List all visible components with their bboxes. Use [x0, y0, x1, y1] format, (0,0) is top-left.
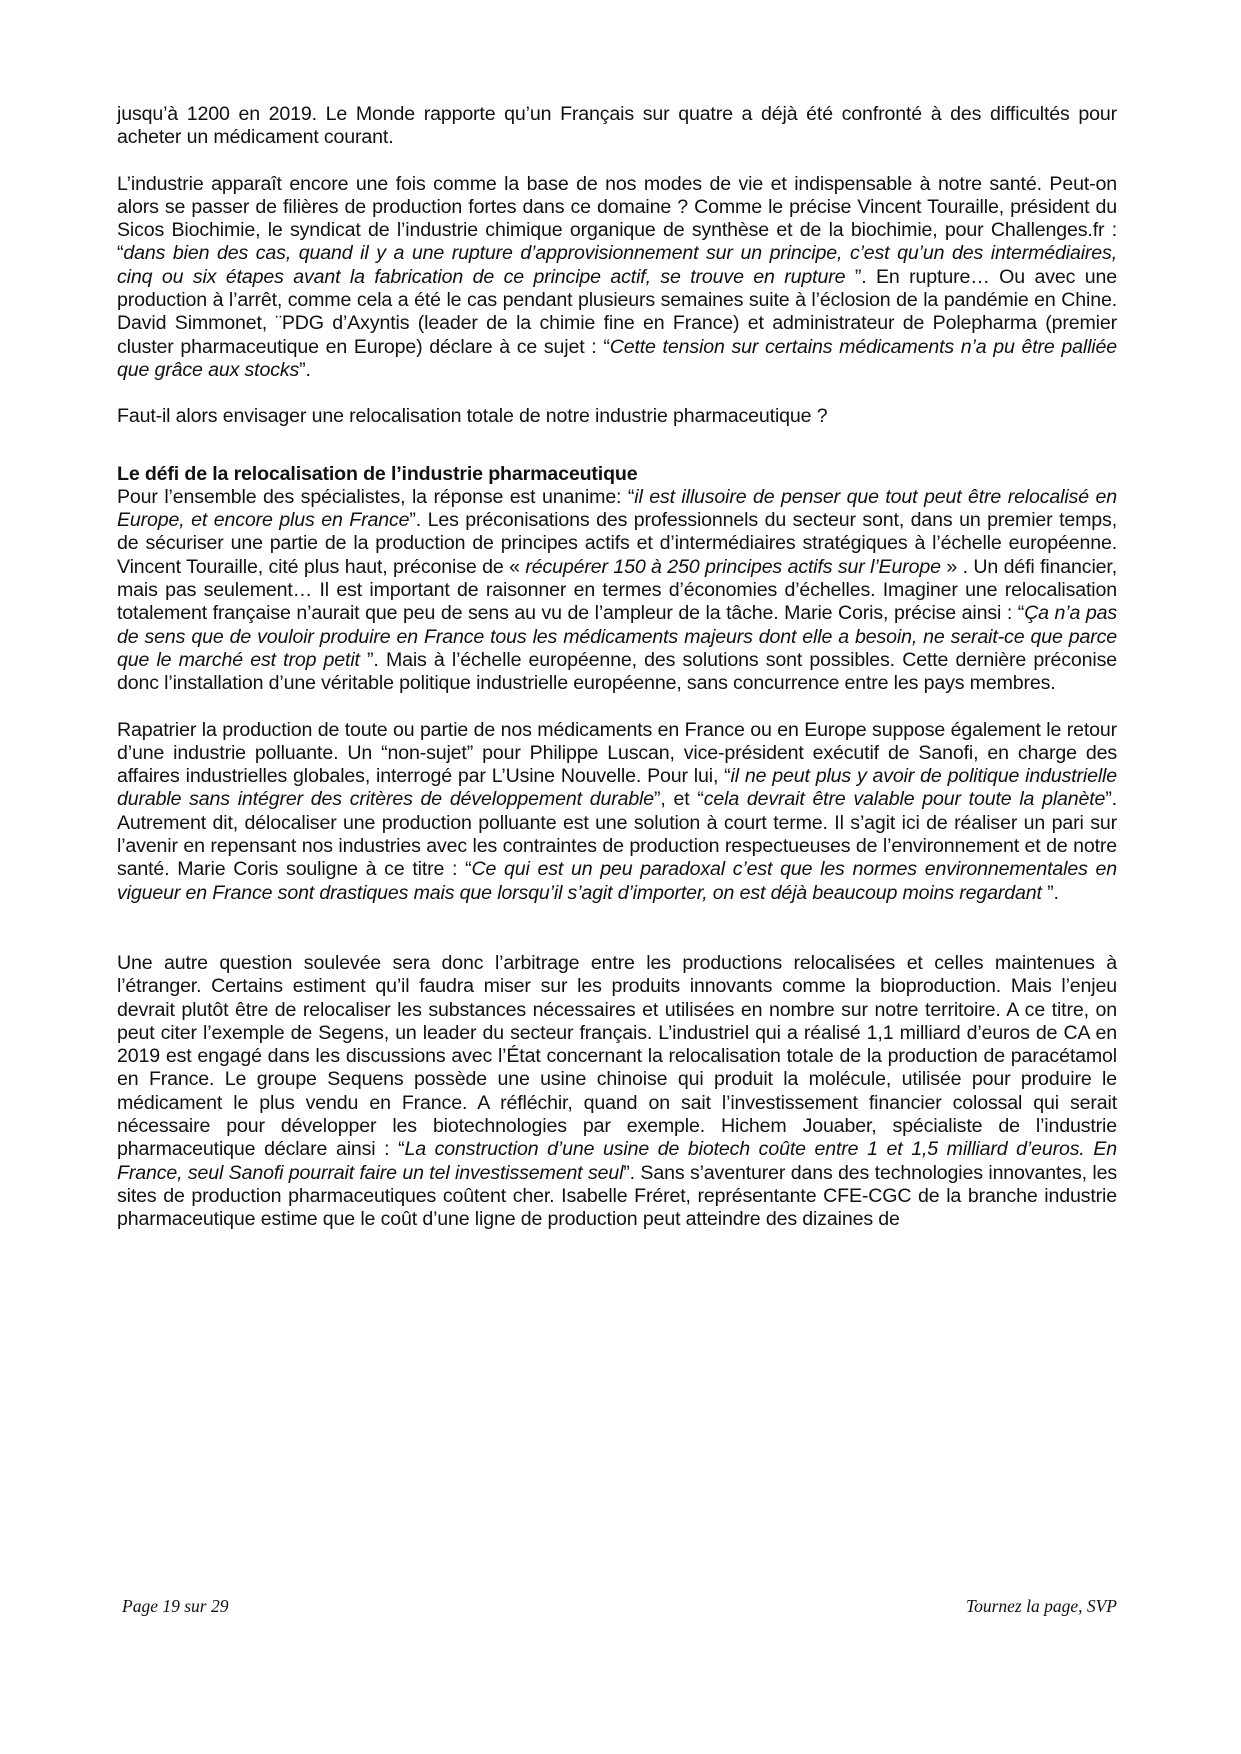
body-text: Rapatrier la production de toute ou partie de nos médicaments en France ou en Europe suppose également le retour d’une industrie polluante. Un “non-sujet” pour Philippe Luscan, vice-président exécutif de Sanofi, en charge des affaires industrielles globales, interrogé par L’Usine Nouvelle. Pour lui, “: [117, 718, 1117, 788]
paragraph: [117, 103, 1117, 150]
body-text: ”. Autrement dit, délocaliser une production polluante est une solution à court terme. Il s’agit ici de réaliser un pari sur l’avenir en repensant nos industries avec les contraintes de production respectueuses de l’environnement et de notre santé. Marie Coris souligne à ce titre : “: [117, 788, 1117, 881]
body-text: ”.: [299, 358, 311, 381]
page-footer: [122, 1596, 1117, 1617]
quote-text: il est illusoire de penser que tout peut être relocalisé en Europe, et encore plus en France: [117, 485, 1117, 532]
quote-text: récupérer 150 à 250 principes actifs sur l’Europe: [525, 555, 941, 578]
body-text: jusqu’à 1200 en 2019. Le Monde rapporte qu’un Français sur quatre a déjà été confronté à des difficultés pour acheter un médicament courant.: [117, 103, 1117, 149]
body-text: ”. Mais à l’échelle européenne, des solutions sont possibles. Cette dernière préconise donc l’installation d’une véritable politique industrielle européenne, sans concurrence entre les pays membres.: [117, 648, 1117, 695]
spacer: [117, 696, 1117, 719]
quote-text: Cette tension sur certains médicaments n’a pu être palliée que grâce aux stocks: [117, 335, 1118, 381]
body-text: Faut-il alors envisager une relocalisation totale de notre industrie pharmaceutique ?: [117, 405, 828, 428]
quote-text: il ne peut plus y avoir de politique industrielle durable sans intégrer des critères de développement durable: [117, 765, 1117, 811]
paragraph: [117, 952, 1117, 1232]
quote-text: cela devrait être valable pour toute la planète: [703, 788, 1106, 811]
quote-text: Ce qui est un peu paradoxal c’est que les normes environnementales en vigueur en France sont drastiques mais que lorsqu’il s’agit d’importer, on est déjà beaucoup moins regardant: [117, 858, 1117, 904]
quote-text: La construction d’une usine de biotech coûte entre 1 et 1,5 milliard d’euros. En France, seul Sanofi pourrait faire un tel investissement seul: [117, 1138, 1117, 1184]
turn-page-note: Tournez la page, SVP: [965, 1596, 1117, 1616]
paragraph: [117, 405, 1117, 428]
body-text: ”. Les préconisations des professionnels du secteur sont, dans un premier temps, de sécuriser une partie de la production de principes actifs et d’intermédiaires stratégiques à l’échelle européenne. Vincent Touraille, cité plus haut, préconise de «: [117, 509, 1117, 578]
body-text: » . Un défi financier, mais pas seulement… Il est important de raisonner en termes d’économies d’échelles. Imaginer une relocalisation totalement française n’aurait que peu de sens au vu de l’ampleur de la tâche. Marie Coris, précise ainsi : “: [117, 555, 1117, 625]
body-text: ”. En rupture… Ou avec une production à l’arrêt, comme cela a été le cas pendant plusieurs semaines suite à l’éclosion de la pandémie en Chine. David Simmonet, ¨PDG d’Axyntis (leader de la chimie fine en France) et administrateur de Polepharma (premier cluster pharmaceutique en Europe) déclare à ce sujet : “: [117, 265, 1117, 358]
spacer: [117, 150, 1117, 173]
page-number: Page 19 sur 29: [122, 1596, 229, 1616]
body-text: ”.: [1041, 881, 1059, 904]
body-text: Pour l’ensemble des spécialistes, la réponse est unanime: “: [117, 485, 635, 508]
section-heading: Le défi de la relocalisation de l’industrie pharmaceutique: [117, 462, 638, 485]
body-text: ”. Sans s’aventurer dans des technologies innovantes, les sites de production pharmaceutiques coûtent cher. Isabelle Fréret, représentante CFE-CGC de la branche industrie pharmaceutique estime que le coût d’une ligne de production peut atteindre des dizaines de: [117, 1161, 1117, 1231]
spacer: [117, 382, 1117, 405]
paragraph: [117, 719, 1117, 905]
body-text: Une autre question soulevée sera donc l’arbitrage entre les productions relocalisées et celles maintenues à l’étranger. Certains estiment qu’il faudra miser sur les produits innovants comme la bioproduction. Mais l’enjeu devrait plutôt être de relocaliser les substances nécessaires et utilisées en nombre sur notre territoire. A ce titre, on peut citer l’exemple de Segens, un leader du secteur français. L’industriel qui a réalisé 1,1 milliard d’euros de CA en 2019 est engagé dans les discussions avec l’État concernant la relocalisation totale de la production de paracétamol en France. Le groupe Sequens possède une usine chinoise qui produit la molécule, utilisée pour produire le médicament le plus vendu en France. A réfléchir, quand on sait l’investissement financier colossal qui serait nécessaire pour développer les biotechnologies par exemple. Hichem Jouaber, spécialiste de l’industrie pharmaceutique déclare ainsi : “: [117, 951, 1117, 1161]
paragraph: [117, 486, 1117, 696]
body-text: L’industrie apparaît encore une fois comme la base de nos modes de vie et indispensable à notre santé. Peut-on alors se passer de filières de production fortes dans ce domaine ? Comme le précise Vincent Touraille, président du Sicos Biochimie, le syndicat de l’industrie chimique organique de synthèse et de la biochimie, pour Challenges.fr : “: [117, 172, 1117, 265]
spacer: [117, 429, 1117, 463]
quote-text: Ça n’a pas de sens que de vouloir produire en France tous les médicaments majeurs dont elle a besoin, ne serait-ce que parce que le marché est trop petit: [117, 602, 1117, 671]
paragraph: [117, 173, 1117, 383]
body-text: ”, et “: [654, 788, 704, 811]
spacer: [117, 905, 1117, 952]
quote-text: dans bien des cas, quand il y a une rupture d’approvisionnement sur un principe, c’est qu’un des intermédiaires, cinq ou six étapes avant la fabrication de ce principe actif, se trouve en rupture: [117, 242, 1117, 288]
document-body: [117, 103, 1117, 1231]
